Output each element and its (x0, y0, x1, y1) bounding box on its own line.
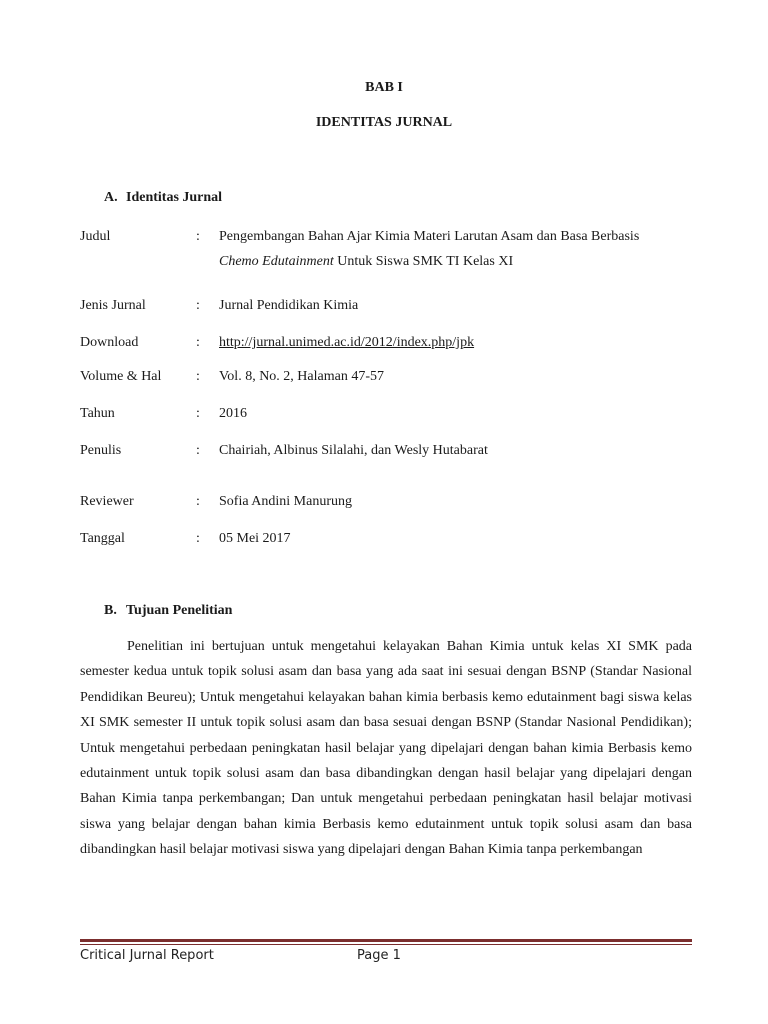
section-a-heading (80, 190, 222, 206)
footer-rule-thin (80, 944, 692, 945)
judul-value (219, 224, 692, 274)
jenis-colon: : (196, 298, 200, 313)
tanggal-label: Tanggal (80, 531, 125, 546)
volume-value: Vol. 8, No. 2, Halaman 47-57 (219, 369, 384, 384)
penulis-value: Chairiah, Albinus Silalahi, dan Wesly Hutabarat (219, 443, 488, 458)
download-value (219, 330, 692, 355)
tahun-colon: : (196, 406, 200, 421)
section-a-number: A. (104, 190, 118, 205)
chapter-title: BAB I (365, 80, 403, 95)
row-tanggal (80, 526, 692, 551)
section-b-title: Tujuan Penelitian (126, 603, 233, 618)
tujuan-paragraph: Penelitian ini bertujuan untuk mengetahui kelayakan Bahan Kimia untuk kelas XI SMK pada semester kedua untuk topik solusi asam dan basa yang ada saat ini sesuai dengan BSNP (Standar Nasional Pendidikan Beureu); Untuk mengetahui kelayakan bahan kimia berbasis kemo edutainment bagi siswa kelas XI SMK semester II untuk topik solusi asam dan basa sesuai dengan BSNP (Standar Nasional Pendidikan); Untuk mengetahui perbedaan peningkatan hasil belajar yang dipelajari dengan bahan kimia Berbasis kemo edutainment untuk topik solusi asam dan basa dibandingkan dengan hasil belajar yang dipelajari dengan Bahan Kimia tanpa perkembangan; Dan untuk mengetahui perbedaan peningkatan hasil belajar motivasi siswa yang belajar dengan bahan kimia Berbasis kemo edutainment untuk topik solusi asam dan basa dibandingkan hasil belajar motivasi siswa yang dipelajari dengan Bahan Kimia tanpa perkembangan (80, 639, 692, 858)
reviewer-colon: : (196, 494, 200, 509)
footer-page-number: Page 1 (357, 948, 401, 963)
section-b-heading (80, 603, 232, 619)
tanggal-value: 05 Mei 2017 (219, 531, 291, 546)
section-b-number: B. (104, 603, 117, 618)
footer-rule-thick (80, 939, 692, 942)
tanggal-colon: : (196, 531, 200, 546)
tahun-label: Tahun (80, 406, 115, 421)
row-download (80, 330, 692, 355)
row-penulis (80, 438, 692, 463)
jenis-value: Jurnal Pendidikan Kimia (219, 298, 359, 313)
penulis-colon: : (196, 443, 200, 458)
row-tahun (80, 401, 692, 426)
reviewer-label: Reviewer (80, 494, 134, 509)
download-link[interactable]: http://jurnal.unimed.ac.id/2012/index.php/jpk (219, 335, 475, 350)
download-colon: : (196, 335, 200, 350)
volume-colon: : (196, 369, 200, 384)
section-a-title: Identitas Jurnal (126, 190, 223, 205)
judul-value-line1: Pengembangan Bahan Ajar Kimia Materi Larutan Asam dan Basa Berbasis (219, 229, 640, 244)
row-reviewer (80, 489, 692, 514)
jenis-label: Jenis Jurnal (80, 298, 146, 313)
row-judul (80, 224, 692, 274)
reviewer-value: Sofia Andini Manurung (219, 494, 352, 509)
judul-colon: : (196, 229, 200, 244)
row-jenis-jurnal (80, 293, 692, 318)
download-label: Download (80, 335, 139, 350)
volume-label: Volume & Hal (80, 369, 162, 384)
judul-label: Judul (80, 229, 111, 244)
tahun-value: 2016 (219, 406, 247, 421)
penulis-label: Penulis (80, 443, 122, 458)
footer-title: Critical Jurnal Report (80, 948, 214, 963)
judul-value-rest: Untuk Siswa SMK TI Kelas XI (333, 254, 514, 269)
judul-value-line2 (219, 249, 692, 274)
judul-value-italic: Chemo Edutainment (219, 254, 334, 269)
page-heading: IDENTITAS JURNAL (315, 115, 453, 130)
row-volume (80, 364, 692, 389)
